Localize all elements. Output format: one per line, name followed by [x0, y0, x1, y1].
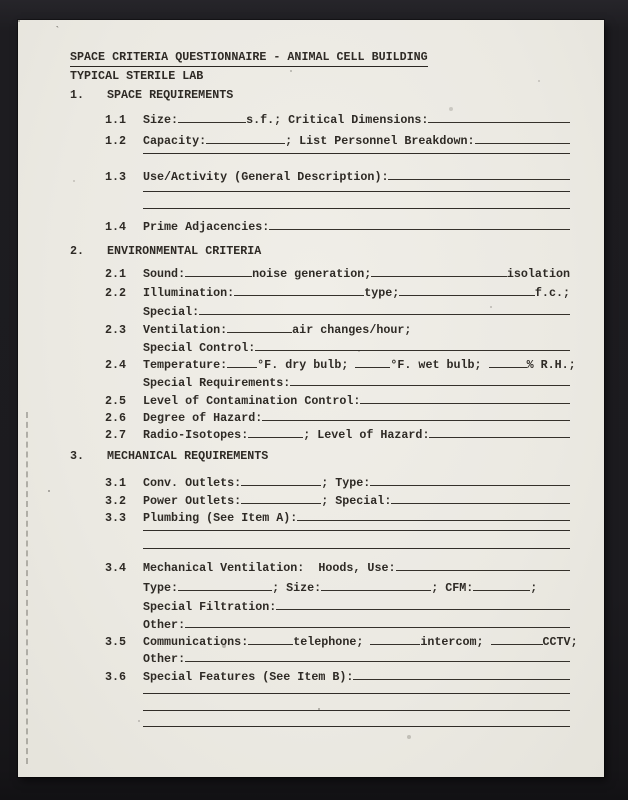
item-number: 2.6: [105, 411, 127, 425]
typewritten-text: Illumination:: [143, 286, 235, 300]
typewritten-text: Communications:: [143, 635, 249, 649]
item-number: 3.1: [105, 476, 127, 490]
blank-field: [371, 263, 507, 277]
scanned-form-page: [18, 20, 604, 777]
item-number: 1.4: [105, 220, 127, 234]
form-item-continuation: [143, 596, 570, 613]
form-item: [105, 424, 570, 441]
typewritten-text: f.c.;: [534, 286, 570, 300]
blank-field: [269, 216, 570, 230]
blank-field: [489, 354, 527, 368]
blank-field: [321, 577, 431, 591]
typewritten-text: Temperature:: [143, 358, 228, 372]
form-item-continuation: [143, 577, 570, 594]
form-item: [105, 666, 570, 683]
form-item-continuation: [143, 337, 570, 354]
blank-field: [290, 372, 570, 386]
section-heading: [70, 88, 570, 105]
blank-field: [355, 354, 390, 368]
typewritten-text: Special:: [143, 305, 200, 319]
form-item: [105, 216, 570, 233]
item-number: 2.1: [105, 267, 127, 281]
typewritten-text: Ventilation:: [143, 323, 228, 337]
blank-field: [248, 631, 293, 645]
item-number: 2.2: [105, 286, 127, 300]
blank-field: [185, 648, 570, 662]
blank-line: [143, 530, 570, 531]
item-number: 3.5: [105, 635, 127, 649]
blank-line: [143, 548, 570, 549]
blank-field: [178, 109, 246, 123]
typewritten-text: type;: [364, 286, 400, 300]
typewritten-text: Power Outlets:: [143, 494, 242, 508]
typewritten-text: SPACE CRITERIA QUESTIONNAIRE - ANIMAL CELL BUILDING: [70, 50, 428, 67]
typewritten-text: Other:: [143, 652, 186, 666]
form-item-continuation: [143, 648, 570, 665]
item-number: 2.3: [105, 323, 127, 337]
item-number: 2.7: [105, 428, 127, 442]
blank-field: [370, 631, 420, 645]
typewritten-text: Prime Adjacencies:: [143, 220, 270, 234]
item-number: 1.3: [105, 170, 127, 184]
blank-field: [475, 130, 571, 144]
blank-line: [143, 710, 570, 711]
fold-line: [26, 412, 28, 764]
form-item-continuation: [143, 372, 570, 389]
blank-field: [199, 301, 570, 315]
typewritten-text: CCTV;: [542, 635, 578, 649]
form-item: [105, 109, 570, 126]
blank-field: [185, 614, 570, 628]
blank-field: [206, 130, 285, 144]
blank-field: [276, 596, 570, 610]
typewritten-text: ; List Personnel Breakdown:: [285, 134, 475, 148]
item-number: 1.: [70, 88, 85, 102]
typewritten-text: ; Level of Hazard:: [303, 428, 430, 442]
blank-field: [473, 577, 530, 591]
blank-field: [399, 282, 535, 296]
blank-field: [227, 354, 257, 368]
blank-field: [370, 472, 570, 486]
form-item: [105, 282, 570, 299]
typewritten-text: Radio-Isotopes:: [143, 428, 249, 442]
typewritten-text: ENVIRONMENTAL CRITERIA: [107, 244, 262, 258]
item-number: 3.2: [105, 494, 127, 508]
blank-line: [143, 191, 570, 192]
blank-field: [491, 631, 543, 645]
form-item: [105, 631, 578, 649]
blank-field: [241, 490, 321, 504]
blank-field: [360, 390, 570, 404]
typewritten-text: Type:: [143, 581, 179, 595]
typewritten-text: MECHANICAL REQUIREMENTS: [107, 449, 269, 463]
typewritten-text: ;: [530, 581, 538, 595]
typewritten-text: ; CFM:: [431, 581, 474, 595]
typewritten-text: noise generation;: [252, 267, 372, 281]
form-subtitle: [70, 69, 570, 86]
form-item: [105, 557, 570, 574]
item-number: 1.2: [105, 134, 127, 148]
typewritten-text: isolation: [506, 267, 570, 281]
typewritten-text: ; Special:: [321, 494, 392, 508]
form-item: [105, 472, 570, 489]
typewritten-text: ; Type:: [321, 476, 371, 490]
typewritten-text: °F. wet bulb;: [390, 358, 489, 372]
typewritten-text: intercom;: [420, 635, 491, 649]
blank-field: [248, 424, 303, 438]
typewritten-text: SPACE REQUIREMENTS: [107, 88, 234, 102]
blank-field: [429, 424, 570, 438]
blank-field: [297, 507, 570, 521]
typewritten-text: ; Size:: [272, 581, 322, 595]
form-item-continuation: [143, 614, 570, 631]
typewritten-text: Level of Contamination Control:: [143, 394, 361, 408]
typewritten-text: Degree of Hazard:: [143, 411, 263, 425]
typewritten-text: % R.H.;: [526, 358, 576, 372]
item-number: 3.6: [105, 670, 127, 684]
form-item: [105, 490, 570, 507]
form-item: [105, 354, 576, 372]
blank-field: [428, 109, 570, 123]
blank-line: [143, 726, 570, 727]
form-title: [70, 50, 570, 67]
typewritten-text: Mechanical Ventilation: Hoods, Use:: [143, 561, 396, 575]
typewritten-text: Special Features (See Item B):: [143, 670, 354, 684]
typewritten-text: Other:: [143, 618, 186, 632]
form-item: [105, 130, 570, 147]
blank-field: [262, 407, 570, 421]
typewritten-text: °F. dry bulb;: [257, 358, 356, 372]
typewritten-text: s.f.; Critical Dimensions:: [246, 113, 429, 127]
blank-line: [143, 693, 570, 694]
blank-field: [353, 666, 570, 680]
typewritten-text: Plumbing (See Item A):: [143, 511, 298, 525]
section-heading: [70, 244, 570, 261]
form-item: [105, 263, 570, 280]
blank-field: [388, 166, 570, 180]
typewritten-text: air changes/hour;: [292, 323, 412, 337]
form-item-continuation: [143, 301, 570, 318]
blank-line: [143, 153, 570, 154]
blank-field: [178, 577, 272, 591]
typewritten-text: telephone;: [293, 635, 371, 649]
typewritten-text: Use/Activity (General Description):: [143, 170, 389, 184]
form-item: [105, 166, 570, 183]
form-item: [105, 507, 570, 524]
form-item: [105, 319, 570, 336]
scan-artifact: `: [54, 26, 61, 38]
blank-field: [234, 282, 364, 296]
scan-speck: [18, 20, 20, 22]
item-number: 3.3: [105, 511, 127, 525]
blank-line: [143, 208, 570, 209]
item-number: 3.: [70, 449, 85, 463]
typewritten-text: Special Requirements:: [143, 376, 291, 390]
blank-field: [255, 337, 570, 351]
item-number: 1.1: [105, 113, 127, 127]
blank-field: [227, 319, 292, 333]
blank-field: [396, 557, 571, 571]
typewritten-text: Special Filtration:: [143, 600, 277, 614]
item-number: 2.4: [105, 358, 127, 372]
typewritten-text: TYPICAL STERILE LAB: [70, 69, 204, 83]
blank-field: [391, 490, 570, 504]
typewritten-text: Conv. Outlets:: [143, 476, 242, 490]
blank-field: [241, 472, 321, 486]
form-item: [105, 407, 570, 424]
typewritten-text: Capacity:: [143, 134, 207, 148]
typewritten-text: Sound:: [143, 267, 186, 281]
blank-field: [185, 263, 252, 277]
section-heading: [70, 449, 570, 466]
item-number: 3.4: [105, 561, 127, 575]
item-number: 2.: [70, 244, 85, 258]
typewritten-text: Special Control:: [143, 341, 256, 355]
typewritten-text: Size:: [143, 113, 179, 127]
form-item: [105, 390, 570, 407]
item-number: 2.5: [105, 394, 127, 408]
